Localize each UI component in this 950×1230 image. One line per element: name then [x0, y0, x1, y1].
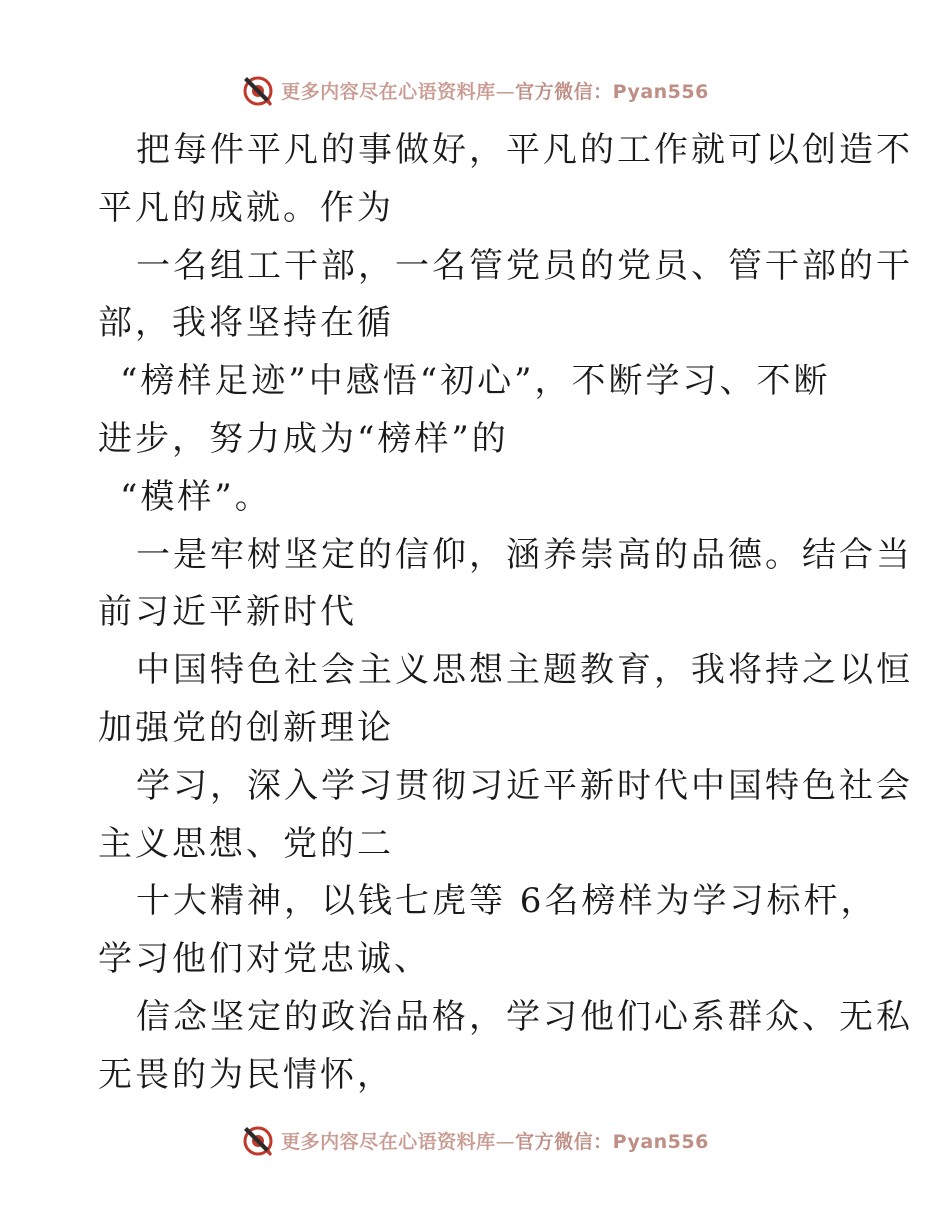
text-line: 一是牢树坚定的信仰，涵养崇高的品德。结合当	[136, 534, 913, 575]
text-line: “榜样足迹”中感悟“初心”，不断学习、不断	[120, 361, 831, 402]
text-line: 十大精神，以钱七虎等 6名榜样为学习标杆，	[136, 881, 878, 922]
footer-banner	[0, 1120, 950, 1160]
quill-pen-logo-icon	[241, 73, 275, 107]
header-banner	[0, 70, 950, 110]
text-line: 无畏的为民情怀，	[98, 1054, 394, 1095]
text-line: 加强党的创新理论	[98, 707, 394, 748]
text-line: 主义思想、党的二	[98, 823, 394, 864]
text-line: 部，我将坚持在循	[98, 303, 394, 344]
text-line: 学习，深入学习贯彻习近平新时代中国特色社会	[136, 765, 913, 806]
document-body	[98, 122, 913, 1105]
text-line: 中国特色社会主义思想主题教育，我将持之以恒	[136, 650, 913, 691]
text-line: “模样”。	[120, 476, 272, 517]
text-line: 信念坚定的政治品格，学习他们心系群众、无私	[136, 996, 913, 1037]
banner-text: 更多内容尽在心语资料库—官方微信：Pyan556	[281, 1130, 709, 1153]
quill-pen-logo-icon	[241, 1123, 275, 1157]
text-line: 进步，努力成为“榜样”的	[98, 418, 509, 459]
text-line: 学习他们对党忠诚、	[98, 939, 431, 980]
text-line: 把每件平凡的事做好，平凡的工作就可以创造不	[136, 130, 913, 170]
banner-text: 更多内容尽在心语资料库—官方微信：Pyan556	[281, 80, 709, 103]
text-line: 一名组工干部，一名管党员的党员、管干部的干	[136, 245, 913, 286]
text-line: 前习近平新时代	[98, 592, 357, 633]
text-line: 平凡的成就。作为	[98, 187, 394, 228]
